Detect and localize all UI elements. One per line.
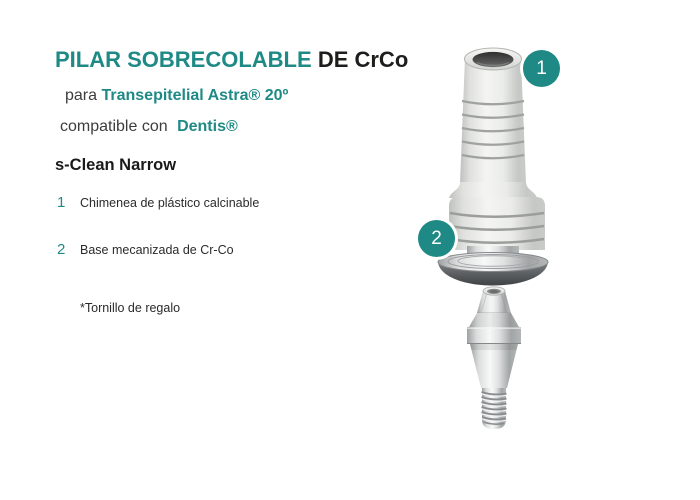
abutment-render (467, 287, 521, 429)
page-title (55, 47, 408, 73)
part-badge-2: 2 (418, 220, 455, 257)
platform-name: s-Clean Narrow (55, 155, 177, 174)
part-label-2: Base mecanizada de Cr-Co (80, 243, 234, 257)
subtitle-1-prefix: para (65, 87, 98, 104)
gift-note: *Tornillo de regalo (80, 300, 181, 315)
part-badge-1: 1 (523, 50, 560, 87)
title-rest: DE CrCo (317, 46, 409, 72)
part-number-2: 2 (57, 241, 66, 258)
part-number-1: 1 (57, 194, 66, 211)
subtitle-1-brand: Transepitelial Astra® 20º (101, 87, 289, 104)
subtitle-line-2 (60, 118, 238, 136)
title-accent: PILAR SOBRECOLABLE (55, 46, 312, 72)
subtitle-2-brand: Dentis® (177, 118, 238, 135)
part-label-1: Chimenea de plástico calcinable (80, 196, 260, 210)
subtitle-2-prefix: compatible con (60, 118, 168, 135)
part-item-2 (57, 241, 234, 258)
subtitle-line-1 (65, 87, 288, 105)
part-item-1 (57, 194, 259, 211)
